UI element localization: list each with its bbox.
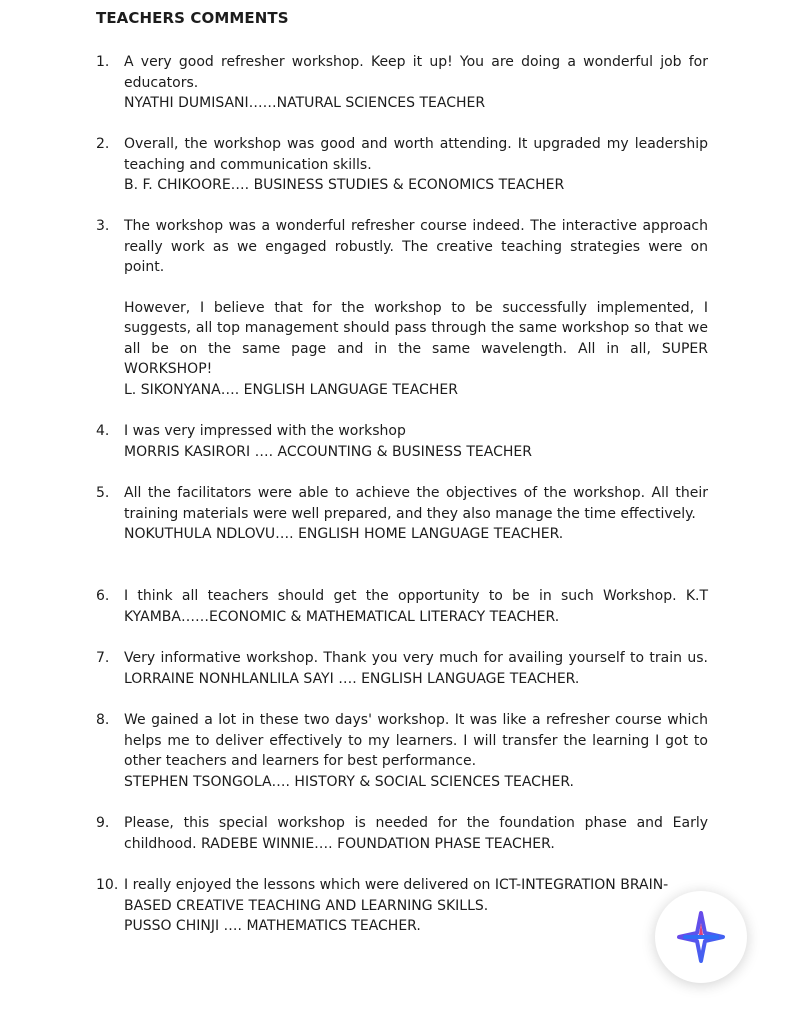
comment-8: [96, 710, 708, 792]
comment-3: [96, 216, 708, 400]
comment-number: 6.: [96, 588, 110, 604]
comment-number: 10.: [96, 877, 119, 893]
comment-signature: NOKUTHULA NDLOVU…. ENGLISH HOME LANGUAGE TEACHER.: [124, 526, 564, 542]
comment-text: However, I believe that for the workshop to be successfully implemented, I suggests, all top management should pass through the same workshop so that we all be on the same page and in the same wavelength. All in all, SUPER WORKSHOP!: [124, 299, 708, 377]
comment-text: Please, this special workshop is needed for the foundation phase and Early childhood. RADEBE WINNIE…. FOUNDATION PHASE TEACHER.: [124, 815, 708, 852]
comment-number: 8.: [96, 712, 110, 728]
document-heading: TEACHERS COMMENTS: [96, 9, 289, 27]
comment-signature: B. F. CHIKOORE…. BUSINESS STUDIES & ECONOMICS TEACHER: [124, 177, 565, 193]
comment-text: I think all teachers should get the opportunity to be in such Workshop. K.T KYAMBA……ECONOMIC & MATHEMATICAL LITERACY TEACHER.: [124, 588, 708, 625]
comment-7: [96, 648, 708, 689]
comment-2: [96, 134, 708, 196]
comment-text: I was very impressed with the workshop: [124, 423, 406, 439]
comment-5: [96, 483, 708, 545]
comment-signature: STEPHEN TSONGOLA…. HISTORY & SOCIAL SCIENCES TEACHER.: [124, 773, 574, 790]
comment-1: [96, 52, 708, 114]
assistant-floating-button[interactable]: [655, 891, 747, 983]
comment-text: We gained a lot in these two days' workshop. It was like a refresher course which helps me to deliver effectively to my learners. I will transfer the learning I got to other teachers and learners for best performance.: [124, 712, 708, 769]
comment-number: 2.: [96, 136, 110, 152]
comment-4: [96, 421, 708, 462]
comment-signature: PUSSO CHINJI …. MATHEMATICS TEACHER.: [124, 918, 421, 934]
comment-number: 4.: [96, 423, 110, 439]
comment-text: Very informative workshop. Thank you very much for availing yourself to train us. LORRAINE NONHLANLILA SAYI …. ENGLISH LANGUAGE TEACHER.: [124, 650, 708, 687]
comment-10: [96, 875, 708, 937]
comment-text: Overall, the workshop was good and worth attending. It upgraded my leadership teaching and communication skills.: [124, 136, 708, 173]
comment-number: 7.: [96, 650, 110, 666]
comment-number: 9.: [96, 815, 110, 831]
sparkle-logo-icon: [677, 911, 725, 963]
comment-signature: MORRIS KASIRORI …. ACCOUNTING & BUSINESS TEACHER: [124, 443, 532, 460]
comment-6: [96, 586, 708, 627]
comment-text: I really enjoyed the lessons which were delivered on ICT-INTEGRATION BRAIN-BASED CREATIVE TEACHING AND LEARNING SKILLS.: [124, 877, 669, 914]
comment-number: 1.: [96, 54, 110, 70]
comment-text: The workshop was a wonderful refresher course indeed. The interactive approach really work as we engaged robustly. The creative teaching strategies were on point.: [124, 218, 708, 275]
comment-text: All the facilitators were able to achieve the objectives of the workshop. All their training materials were well prepared, and they also manage the time effectively.: [124, 485, 708, 522]
comment-number: 3.: [96, 218, 110, 234]
comment-signature: NYATHI DUMISANI……NATURAL SCIENCES TEACHER: [124, 95, 486, 111]
comment-number: 5.: [96, 485, 110, 501]
comment-signature: L. SIKONYANA…. ENGLISH LANGUAGE TEACHER: [124, 381, 458, 398]
comment-9: [96, 813, 708, 854]
comment-text: A very good refresher workshop. Keep it up! You are doing a wonderful job for educators.: [124, 54, 708, 91]
